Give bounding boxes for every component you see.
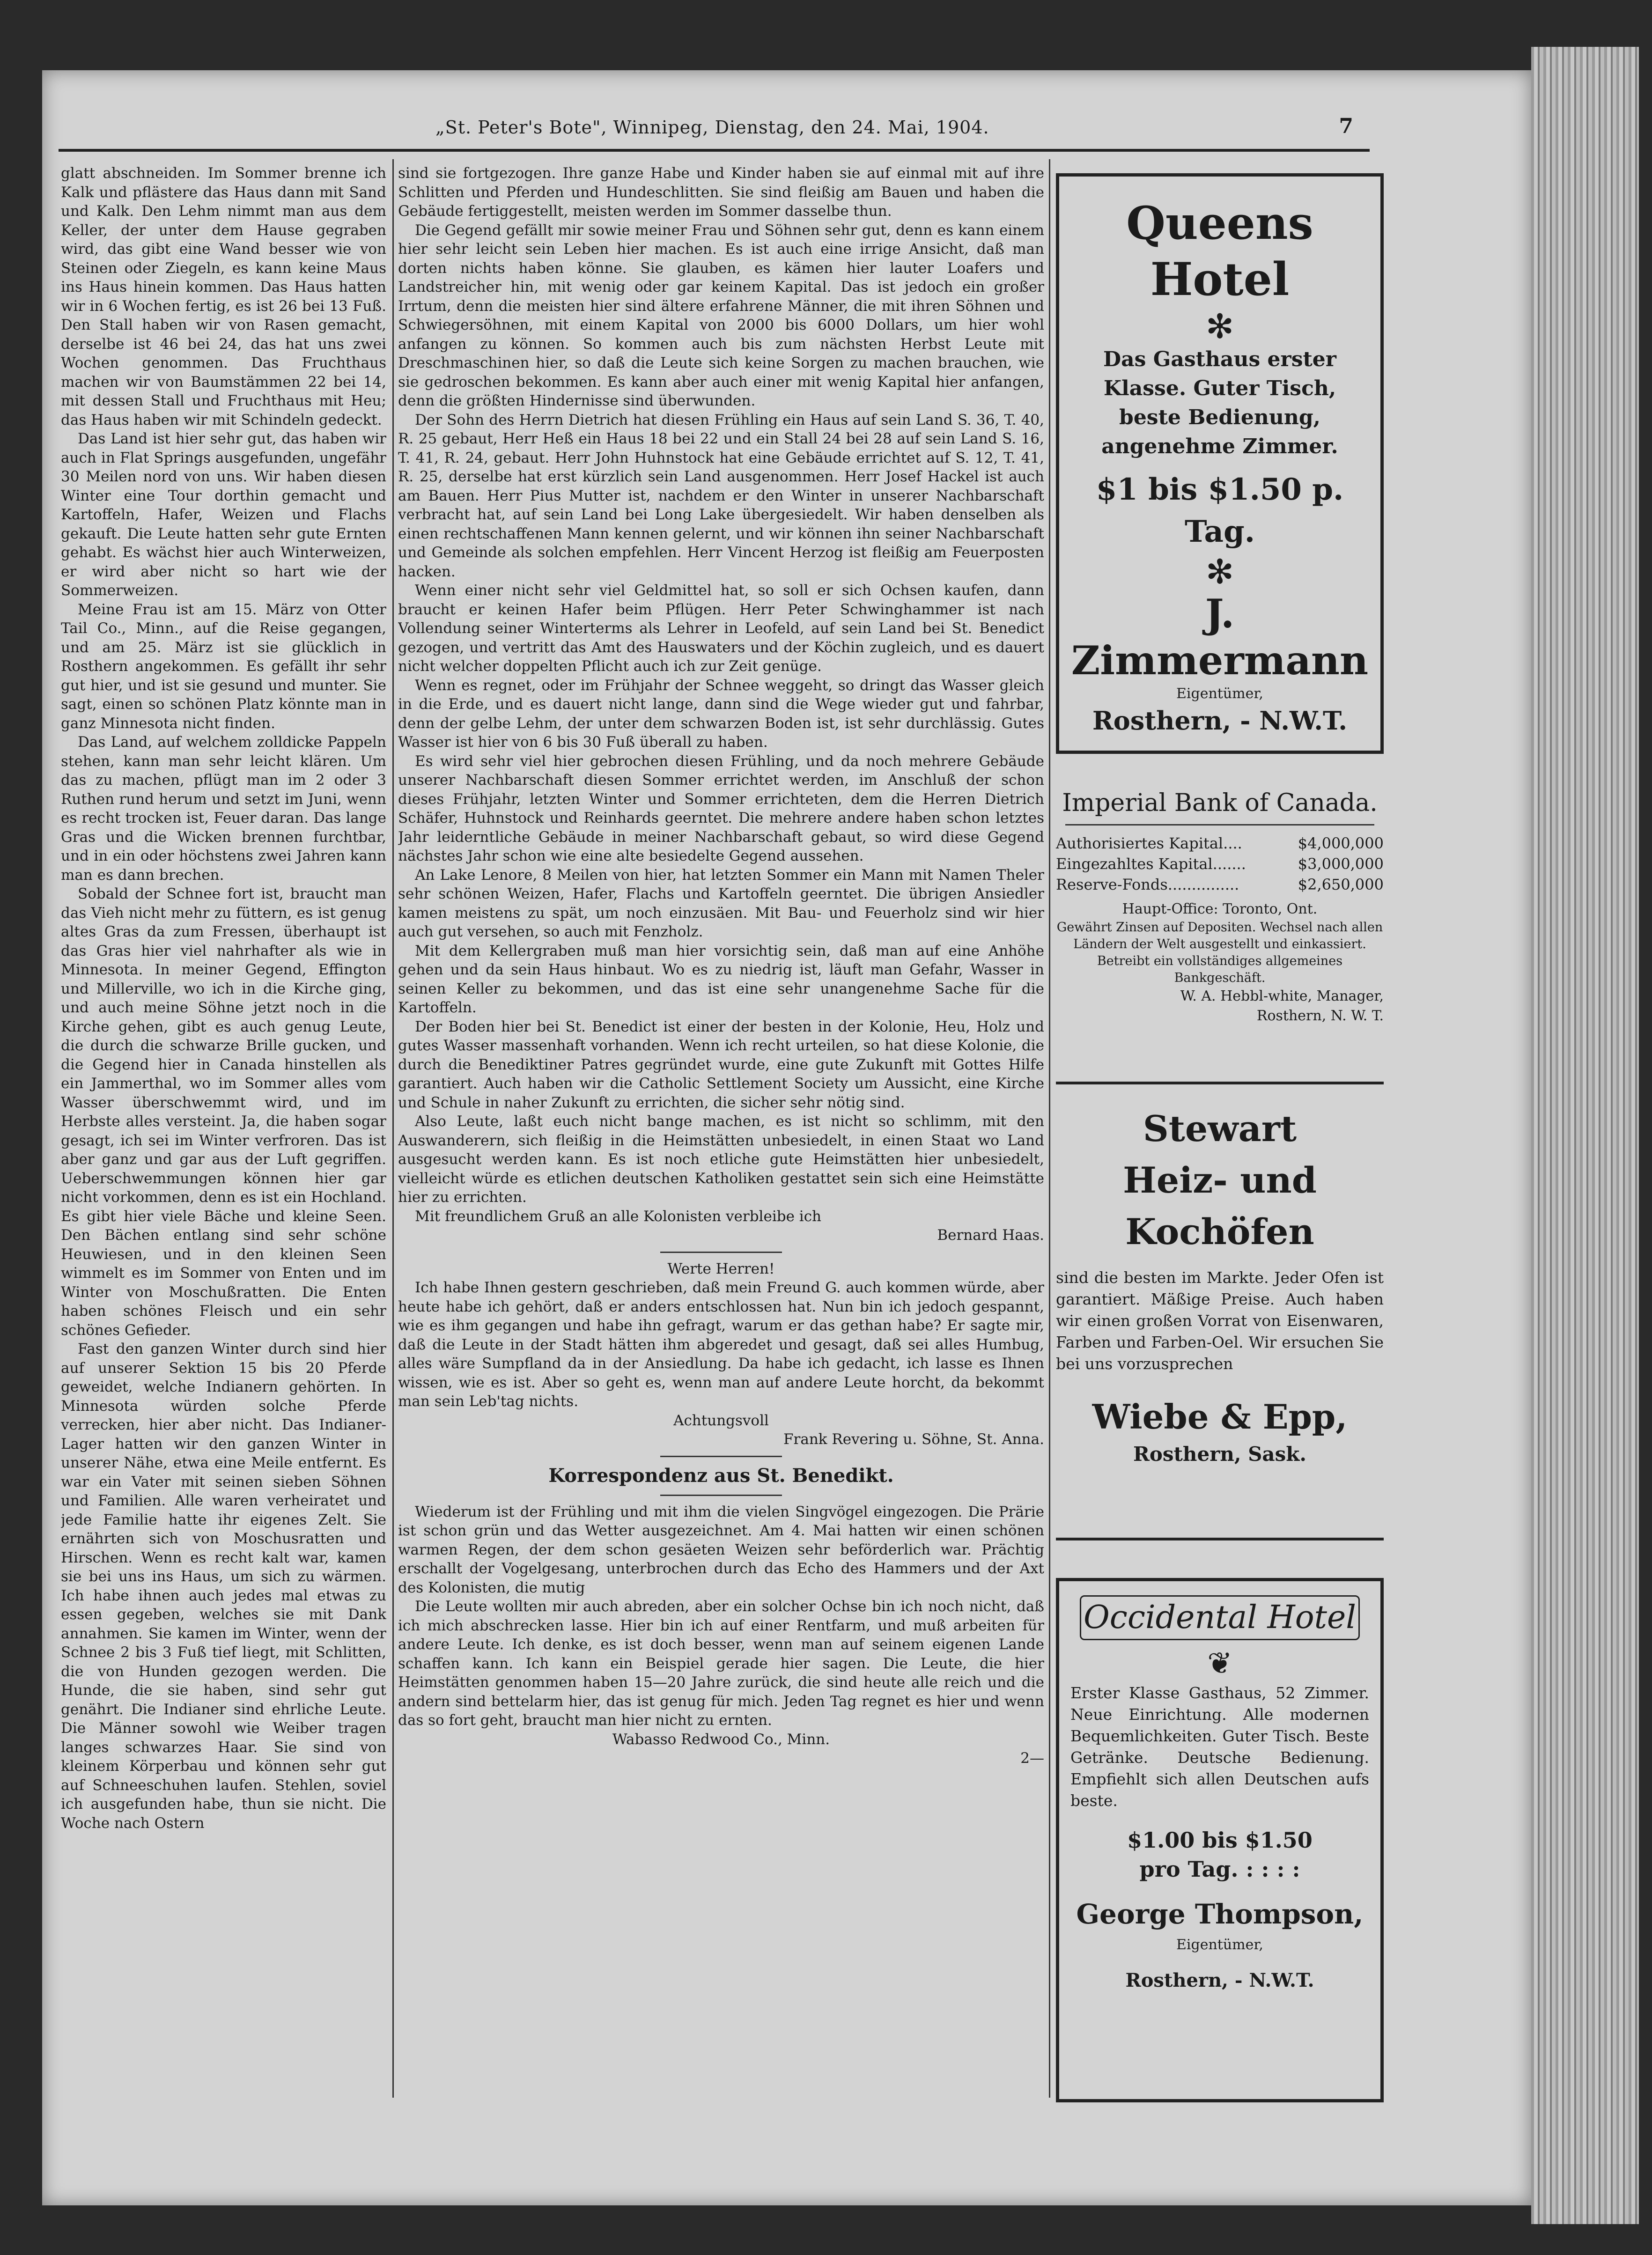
ad-title: Imperial Bank of Canada. <box>1062 789 1378 817</box>
ad-price: $1.00 bis $1.50 <box>1127 1828 1313 1853</box>
closing: Achtungsvoll <box>673 1412 769 1429</box>
separator <box>660 1495 782 1496</box>
paragraph: Der Sohn des Herrn Dietrich hat diesen Frühling ein Haus auf sein Land S. 36, T. 40, R. 25 gebaut, Herr Heß ein Haus 18 bei 22 und ein Stall 24 bei 28 auf sein Land S. 16, T. 41, R. 24, gebaut. Herr John Huhnstock hat eine Gebäude errichtet auf S. 12, T. 41, R. 25, derselbe hat erst kürzlich sein Land ausgenommen. Herr Josef Hackel ist auch am Bauen. Herr Pius Mutter ist, nachdem er den Winter in unserer Nachbarschaft verbracht hat, auf sein Land bei Long Lake übergesiedelt. Wir haben denselben als einen rechtschaffenen Mann kennen gelernt, und wir können ihn seiner Nachbarschaft und Gemeinde als solchen empfehlen. Herr Vincent Herzog ist fleißig am Feuerposten hacken. <box>398 411 1044 580</box>
ad-place: Rosthern, - N.W.T. <box>1092 706 1348 736</box>
column-2 <box>398 164 1044 2093</box>
column-1 <box>61 164 386 2093</box>
paragraph: Meine Frau ist am 15. März von Otter Tail Co., Minn., auf die Reise gegangen, und am 25. März ist sie glücklich in Rosthern angekommen. Es gefällt ihr sehr gut hier, und ist sie gesund und munter. Sie sagt, einen so schönen Platz könnte man in ganz Minnesota nicht finden. <box>61 601 386 732</box>
paragraph: Mit freundlichem Gruß an alle Kolonisten verbleibe ich <box>415 1208 822 1225</box>
ad-price: $1 bis $1.50 p. Tag. <box>1096 472 1344 549</box>
paragraph: Fast den ganzen Winter durch sind hier auf unserer Sektion 15 bis 20 Pferde geweidet, welche Indianern gehörten. In Minnesota würden solche Pferde verrecken, hier aber nicht. Das Indianer-Lager hatten wir den ganzen Winter in unserer Nähe, etwa eine Meile entfernt. Es war ein Vater mit seinen sieben Söhnen und Familien. Alle waren verheiratet und jede Familie hatte ihr eigenes Zelt. Sie ernährten sich von Moschusratten und Hirschen. Wenn es recht kalt war, kamen sie bei uns ins Haus, um sich zu wärmen. Ich habe ihnen auch jedes mal etwas zu essen gegeben, welches sie mit Dank annahmen. Sie kamen im Winter, wenn der Schnee 2 bis 3 Fuß tief liegt, mit Schlitten, die von Hunden gezogen werden. Die Hunde, die sie haben, sind sehr gut genährt. Die Indianer sind ehrliche Leute. Die Männer sowohl wie Weiber tragen langes schwarzes Haar. Sie sind von kleinem Körperbau und können sehr gut auf Schneeschuhen laufen. Stehlen, soviel ich ausgefunden habe, thun sie nicht. Die Woche nach Ostern <box>61 1341 386 1832</box>
ad-owner-role: Eigentümer, <box>1176 1937 1263 1953</box>
ad-queens-hotel <box>1056 173 1384 754</box>
bank-row <box>1056 854 1384 874</box>
ad-title: Heiz- und <box>1123 1159 1317 1201</box>
ad-imperial-bank <box>1056 787 1384 1049</box>
paragraph: Ich habe Ihnen gestern geschrieben, daß mein Freund G. auch kommen würde, aber heute habe ich gehört, daß er anders entschlossen hat. Nun bin ich jedoch gespannt, wie es ihm gegangen und habe ihn gefragt, warum er das gethan habe? Er sagte mir, daß die Leute in der Stadt hätten ihm abgeredet und gesagt, daß sei alles Humbug, alles wäre Sumpfland da in der Ansiedlung. Da habe ich gedacht, ich lasse es Ihnen wissen, wie es ist. Aber so geht es, wenn man auf andere Leute horcht, da bekommt man sein Leb'tag nichts. <box>398 1279 1044 1410</box>
paragraph: Mit dem Kellergraben muß man hier vorsichtig sein, daß man auf eine Anhöhe gehen und da sein Haus hinbaut. Wo es zu niedrig ist, läuft man Gefahr, Wasser in seinen Keller zu bekommen, und das ist eine sehr unangenehme Sache für die Kartoffeln. <box>398 942 1044 1016</box>
paragraph: glatt abschneiden. Im Sommer brenne ich Kalk und pflästere das Haus dann mit Sand und Kalk. Den Lehm nimmt man aus dem Keller, der unter dem Hause gegraben wird, das gibt eine Wand besser wie von Steinen oder Ziegeln, es kann keine Maus ins Haus hinein kommen. Das Haus hatten wir in 6 Wochen fertig, es ist 26 bei 13 Fuß. Den Stall haben wir von Rasen gemacht, derselbe ist 46 bei 24, das hat uns zwei Wochen genommen. Das Fruchthaus machen wir von Baumstämmen 22 bei 14, mit dessen Stall und Fruchthaus mit Heu; das Haus haben wir mit Schindeln gedeckt. <box>61 165 386 428</box>
paragraph: Die Leute wollten mir auch abreden, aber ein solcher Ochse bin ich noch nicht, daß ich mich abschrecken lasse. Hier bin ich auf einer Rentfarm, und muß arbeiten für andere Leute. Ich denke, es ist doch besser, wenn man auf seinem eigenen Lande schaffen kann. Ich kann ein Beispiel gerade hier sagen. Die Leute, die hier Heimstätten genommen haben 15—20 Jahre zurück, die sind heute alle reich und die andern sind bettelarm hier, das ist genug für mich. Jeden Tag regnet es hier und wenn das so fort geht, braucht man hier nicht zu ernten. <box>398 1598 1044 1729</box>
row-label: Authorisiertes Kapital.... <box>1056 834 1242 852</box>
ad-title: Queens Hotel <box>1126 197 1313 306</box>
star-ornament-icon: ✻ <box>1205 307 1234 346</box>
bank-office: Haupt-Office: Toronto, Ont. <box>1122 901 1318 917</box>
location-line: Wabasso Redwood Co., Minn. <box>612 1731 830 1748</box>
page-mark: 2— <box>1020 1750 1044 1767</box>
bank-text: Gewährt Zinsen auf Depositen. Wechsel nach allen Ländern der Welt ausgestellt und einkassiert. Betreibt ein vollständiges allgemeines Bankgeschäft. <box>1056 920 1383 985</box>
fruit-ornament-icon: ❦ <box>1207 1646 1232 1681</box>
ad-occidental-hotel <box>1056 1578 1384 2102</box>
row-label: Eingezahltes Kapital....... <box>1056 855 1246 873</box>
separator <box>660 1456 782 1457</box>
row-value: $3,000,000 <box>1298 855 1384 873</box>
bank-row <box>1056 874 1384 895</box>
column-divider <box>392 159 394 2098</box>
header-rule <box>59 149 1370 152</box>
row-value: $2,650,000 <box>1298 876 1384 893</box>
ad-title: Stewart <box>1143 1108 1297 1150</box>
paragraph: Es wird sehr viel hier gebrochen diesen Frühling, und da noch mehrere Gebäude unserer Nachbarschaft diesen Sommer errichtet werden, im Anschluß der schon dieses Frühjahr, letzten Winter und Sommer errichteten, dem die Herren Dietrich Schäfer, Huhnstock und Reinhards geerntet. Die mehrere andere haben schon letztes Jahr leiderntliche Gebäude in meiner Nachbarschaft gebaut, so wird diese Gegend nächstes Jahr schon wie eine alte besiedelte Gegend aussehen. <box>398 752 1044 864</box>
star-ornament-icon: ✻ <box>1205 552 1234 591</box>
ad-title: Kochöfen <box>1125 1211 1314 1253</box>
paragraph: Der Boden hier bei St. Benedict ist einer der besten in der Kolonie, Heu, Holz und gutes Wasser massenhaft vorhanden. Wenn ich recht urteilen, so hat diese Kolonie, die durch die Benediktiner Patres gegründet wurde, eine gute Zukunft mit Gottes Hilfe garantiert. Auch haben wir die Catholic Settlement Society um Aussicht, eine Kirche und Schule in naher Zukunft zu errichten, die sicher sehr nötig sind. <box>398 1018 1044 1111</box>
paragraph: Sobald der Schnee fort ist, braucht man das Vieh nicht mehr zu füttern, es ist genug altes Gras da zum Fressen, überhaupt ist das Gras hier viel nahrhafter als wie in Minnesota. In meiner Gegend, Effington und Millerville, wo ich in die Kirche ging, und auch meine Söhne jetzt noch in die Kirche gehen, gibt es auch genug Leute, die durch die schwarze Brille gucken, und die Gegend hier in Canada hinstellen als ein Jammerthal, wo im Sommer alles vom Wasser überschwemmt wird, und im Herbste alles versteint. Ja, die haben sogar gesagt, ich sei im Winter verfroren. Das ist aber ganz und gar aus der Luft gegriffen. Ueberschwemmungen können hier gar nicht vorkommen, denn es ist ein Hochland. Es gibt hier viele Bäche und kleine Seen. Den Bächen entlang sind sehr schöne Heuwiesen, und in den kleinen Seen wimmelt es im Sommer von Enten und im Winter von Moschußratten. Die Enten haben schönes Fleisch und ein sehr schönes Gefieder. <box>61 885 386 1339</box>
ad-text: Das Gasthaus erster Klasse. Guter Tisch, beste Bedienung, angenehme Zimmer. <box>1101 347 1338 458</box>
ad-text: sind die besten im Markte. Jeder Ofen ist garantiert. Mäßige Preise. Auch haben wir einen großen Vorrat von Eisenwaren, Farben und Farben-Oel. Wir ersuchen Sie bei uns vorzusprechen <box>1056 1268 1384 1373</box>
paragraph: Das Land, auf welchem zolldicke Pappeln stehen, kann man sehr leicht klären. Um das zu machen, pflügt man im 2 oder 3 Ruthen rund herum und setzt im Juni, wenn es recht trocken ist, Feuer daran. Das lange Gras und die Wicken brennen furchtbar, und in ein oder höchstens zwei Jahren kann man es dann brechen. <box>61 734 386 884</box>
paragraph: Wenn es regnet, oder im Frühjahr der Schnee weggeht, so dringt das Wasser gleich in die Erde, und es dauert nicht lange, dann sind die Wege wieder gut und fahrbar, denn der gelbe Lehm, der unter dem schwarzen Boden ist, ist sehr durchlässig. Gutes Wasser ist hier von 6 bis 30 Fuß überall zu haben. <box>398 677 1044 751</box>
signature: Bernard Haas. <box>937 1227 1044 1244</box>
bank-manager: W. A. Hebbl-white, Manager, <box>1180 988 1384 1004</box>
paragraph: Das Land ist hier sehr gut, das haben wir auch in Flat Springs ausgefunden, ungefähr 30 Meilen nord von uns. Wir haben diesen Winter eine Tour dorthin gemacht und Kartoffeln, Hafer, Weizen und Flachs gekauft. Die Leute hatten sehr gute Ernten gehabt. Es wächst hier auch Winterweizen, er wird aber nicht so hart wie der Sommerweizen. <box>61 430 386 599</box>
bank-place: Rosthern, N. W. T. <box>1256 1008 1384 1024</box>
masthead: „St. Peter's Bote", Winnipeg, Dienstag, den 24. Mai, 1904. <box>435 117 989 138</box>
ad-owner-role: Eigentümer, <box>1176 685 1263 702</box>
row-value: $4,000,000 <box>1298 834 1384 852</box>
row-label: Reserve-Fonds............... <box>1056 876 1239 893</box>
ad-place: Rosthern, Sask. <box>1133 1443 1307 1466</box>
ad-owner: J. Zimmermann <box>1071 590 1369 684</box>
page-header <box>61 112 1367 150</box>
bank-row <box>1056 833 1384 854</box>
ad-place: Rosthern, - N.W.T. <box>1125 1969 1314 1991</box>
column-divider <box>1049 159 1050 2098</box>
signature: Frank Revering u. Söhne, St. Anna. <box>783 1431 1044 1448</box>
paragraph: Wenn einer nicht sehr viel Geldmittel hat, so soll er sich Ochsen kaufen, dann braucht er keinen Hafer beim Pflügen. Herr Peter Schwinghammer ist nach Vollendung seiner Winterterms als Lehrer in Leofeld, auf sein Land bei St. Benedict gezogen, und vertritt das Amt des Hauswaters und der Köchin zugleich, und es dauert nicht welcher doppelten Pflicht auch ich zur Zeit genüge. <box>398 582 1044 675</box>
paragraph: Die Gegend gefällt mir sowie meiner Frau und Söhnen sehr gut, denn es kann einem hier sehr leicht sein Leben hier machen. Es ist auch eine irrige Ansicht, daß man dorten nichts haben könne. Sie glauben, es kämen hier lauter Loafers und Landstreicher hin, mit wenig oder gar keinem Kapital. Das ist jedoch ein großer Irrtum, denn die meisten hier sind ältere erfahrene Männer, die mit ihren Söhnen und Schwiegersöhnen, mit einem Kapital von 2000 bis 6000 Dollars, um hier wohl anfangen zu können. So kommen auch bis zum nächsten Herbst Leute mit Dreschmaschinen hier, so daß die Leute sich keine Sorgen zu machen brauchen, wie sie gedroschen bekommen. Es kann aber auch einer mit wenig Kapital hier anfangen, denn die größten Hindernisse sind überwunden. <box>398 221 1044 409</box>
separator <box>1065 824 1374 825</box>
paragraph: Also Leute, laßt euch nicht bange machen, es ist nicht so schlimm, mit den Auswanderern, sich fleißig in die Heimstätten unbesiedelt, in einen Staat wo Land ausgesucht werden kann. Es ist noch etliche gute Heimstätten hier unbesiedelt, vielleicht würde es etlichen deutschen Katholiken gestattet sein sich eine Heimstätte hier zu errichten. <box>398 1113 1044 1206</box>
paragraph: Wiederum ist der Frühling und mit ihm die vielen Singvögel eingezogen. Die Prärie ist schon grün und das Wetter ausgezeichnet. Am 4. Mai hatten wir einen schönen warmen Regen, der dem schon gesäeten Weizen sehr beförderlich war. Prächtig erschallt der Vogelgesang, unterbrochen durch das Echo des Hammers und der Axt des Kolonisten, die mutig <box>398 1503 1044 1596</box>
paragraph: sind sie fortgezogen. Ihre ganze Habe und Kinder haben sie auf einmal mit auf ihre Schlitten und Pferden und Hundeschlitten. Sie sind fleißig am Bauen und haben die Gebäude fertiggestellt, meisten werden im Sommer dasselbe thun. <box>398 165 1044 220</box>
ad-owner: George Thompson, <box>1076 1898 1364 1930</box>
ad-stewart-stoves <box>1056 1082 1384 1540</box>
ad-firm: Wiebe & Epp, <box>1092 1397 1348 1437</box>
ad-text: Erster Klasse Gasthaus, 52 Zimmer. Neue Einrichtung. Alle modernen Bequemlichkeiten. Guter Tisch. Beste Getränke. Deutsche Bedienung. Empfiehlt sich allen Deutschen aufs beste. <box>1070 1684 1369 1810</box>
page-edge-stack <box>1531 47 1639 2224</box>
ad-title: Occidental Hotel <box>1080 1595 1360 1640</box>
page-number: 7 <box>1339 114 1353 138</box>
ad-price: pro Tag. : : : : <box>1139 1857 1300 1882</box>
section-heading: Korrespondenz aus St. Benedikt. <box>548 1464 894 1487</box>
salutation: Werte Herren! <box>667 1260 775 1277</box>
separator <box>660 1252 782 1253</box>
paragraph: An Lake Lenore, 8 Meilen von hier, hat letzten Sommer ein Mann mit Namen Theler sehr schönen Weizen, Hafer, Flachs und Kartoffeln geerntet. Die übrigen Ansiedler kamen meistens zu spät, um noch einzusäen. Mit Bau- und Feuerholz sind wir hier auch gut versehen, so auch mit Fenzholz. <box>398 866 1044 940</box>
